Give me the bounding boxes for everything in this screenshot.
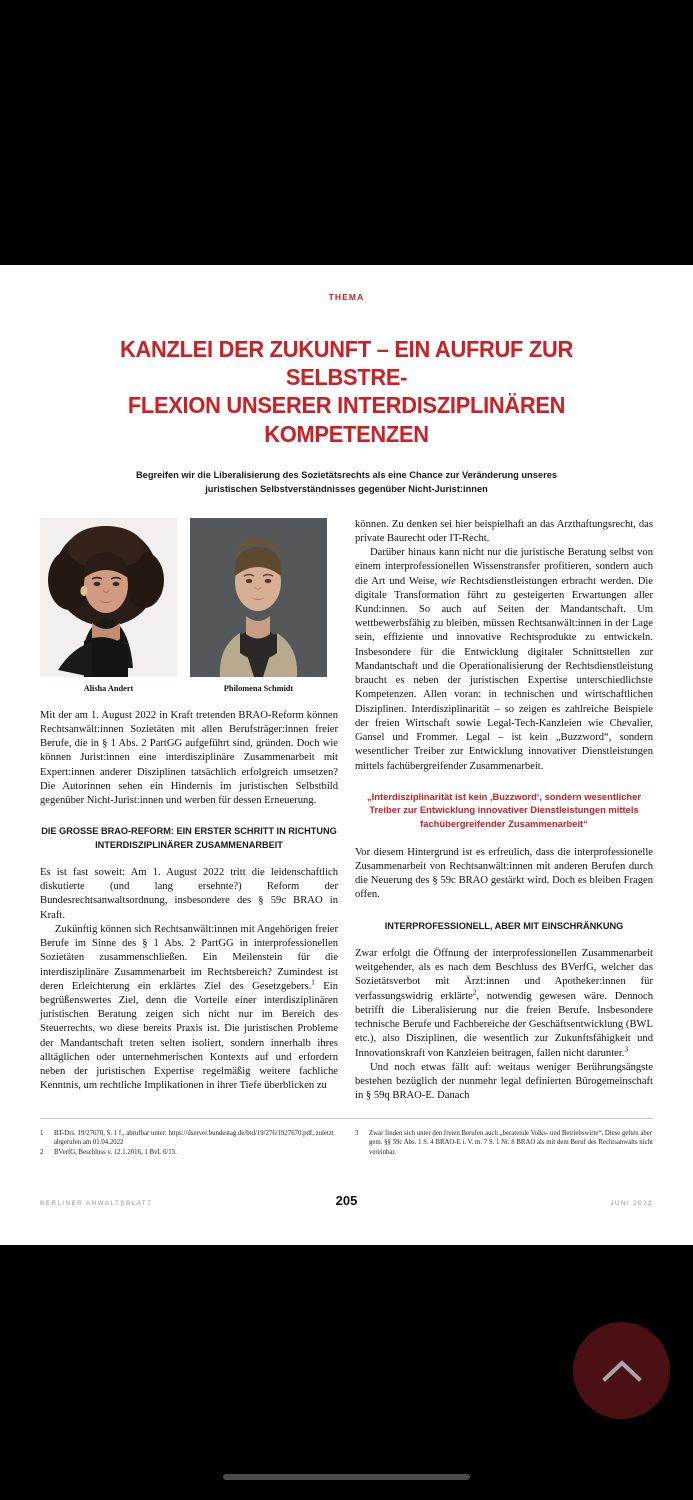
headline-line-2: FLEXION UNSERER INTERDISZIPLINÄREN KOMPETENZEN: [127, 392, 566, 447]
footnote-column-left: [40, 1129, 338, 1158]
footnote-column-right: [355, 1129, 653, 1158]
top-letterbox: [0, 0, 693, 265]
article-columns: [40, 518, 653, 1104]
author-photo-block-1: [40, 518, 177, 693]
page-title: [61, 335, 631, 448]
right-paragraph-5: Und noch etwas fällt auf: weitaus weniger Berührungsängste bestehen bezüglich der nunmehr legal definierten Bürogemeinschaft in § 59q BRAO-E. Danach: [355, 1061, 653, 1102]
photo-caption-2: Philomena Schmidt: [223, 683, 294, 693]
headline-line-1: KANZLEI DER ZUKUNFT – EIN AUFRUF ZUR SELBSTRE-: [120, 336, 573, 391]
footnote-item: [355, 1129, 653, 1158]
footnotes: [40, 1129, 653, 1158]
footnote-item: [40, 1148, 338, 1158]
portrait-philomena-schmidt: [190, 518, 327, 677]
portrait-alisha-andert: [40, 518, 177, 677]
document-page[interactable]: [0, 265, 693, 1245]
right-paragraph-2-emphasis: wie: [441, 575, 456, 587]
footnote-number: 1: [40, 1129, 44, 1137]
running-footer: [40, 1193, 653, 1208]
chevron-up-icon: [602, 1358, 642, 1384]
subheading-brao-reform: [40, 825, 338, 852]
footnote-text: BT-Drs. 19/27670, S. 1 f., abrufbar unter: https://dserver.bundestag.de/btd/19/276/1927670.pdf, zuletzt abgerufen am 01.04.2022: [54, 1129, 334, 1147]
right-paragraph-1: können. Zu denken sei hier beispielhaft an das Arzthaftungsrecht, das private Baurecht oder IT-Recht.: [355, 518, 653, 544]
pull-quote: [357, 790, 651, 831]
footnote-ref-3[interactable]: 3: [624, 1045, 629, 1054]
scroll-to-top-button[interactable]: [573, 1322, 670, 1419]
right-column: [355, 518, 653, 1104]
footer-publication: BERLINER ANWALTSBLATT: [40, 1200, 153, 1208]
standfirst: [40, 468, 653, 497]
standfirst-line-2: juristischen Selbstverständnisses gegenüber Nicht-Jurist:innen: [205, 484, 488, 495]
page-number: 205: [335, 1193, 358, 1209]
footnote-text: BVerfG, Beschluss v. 12.1.2016, 1 BvL 6/13.: [54, 1148, 177, 1156]
left-paragraph-2: [40, 923, 338, 1094]
right-paragraph-4-part-b: , notwendig gewesen wäre. Dennoch betrifft die Liberalisierung nur die freien Berufe. Insbesondere technische Berufe und Fachbereiche der Geschäftsentwicklung (BWL etc.), also Disziplinen, die wesentlich zur Zukunftsfähigkeit und Innovationskraft von Kanzleien beitragen, fallen nicht darunter.: [355, 990, 653, 1059]
footnote-item: [40, 1129, 338, 1148]
author-photos: [40, 518, 338, 693]
footnote-text: Zwar finden sich unter den freien Berufen auch „beratende Volks- und Betriebswirte“. Diese gelten aber gem. §§ 59c Abs. 1 S. 4 BRAO-E i. V. m. 7 S. 1 Nr. 8 BRAO als mit dem Beruf des Rechtsanwalts nicht vereinbar.: [369, 1129, 653, 1156]
footnote-ref-2[interactable]: 2: [472, 988, 477, 997]
footnote-ref-1[interactable]: 1: [311, 978, 315, 987]
subheading-line-2: INTERDISZIPLINÄRER ZUSAMMENARBEIT: [95, 839, 283, 850]
right-paragraph-2-part-b: Rechtsdienstleistungen erbracht werden. Die digitale Transformation führt zu gesteigerten Erwartungen aller Kund:innen. So auch auf Seiten der Mandantschaft. Um wettbewerbsfähig zu bleiben, müssen Rechtsanwält:innen in der Lage sein, effiziente und innovative Rechtsprodukte zu entwickeln. Insbesondere für die Entwicklung digitaler Schnittstellen zur Mandantschaft und die Operationalisierung der Rechtsdienstleistung braucht es neben der juristischen Expertise unterschiedlichste Kompetenzen. Allen voran: in technischen und wirtschaftlichen Disziplinen. Interdisziplinarität – so zeigen es zahlreiche Beispiele der freien Wirtschaft sowie Legal-Tech-Kanzleien wie Chevalier, Gansel und Frommer. Legal – ist kein „Buzzword“, sondern wesentlicher Treiber zur Entwicklung innovativer Dienstleistungen mittels fachübergreifender Zusammenarbeit.: [355, 575, 653, 772]
subheading-interprofessionell: INTERPROFESSIONELL, ABER MIT EINSCHRÄNKUNG: [384, 920, 624, 931]
right-paragraph-2: [355, 546, 653, 774]
footer-issue: JUNI 2022: [610, 1200, 653, 1208]
left-paragraph-2-part-b: Ein begrüßenswertes Ziel, denn die Vorteile einer interdisziplinären juristischen Beratung zeigen sich nicht nur im Bereich des Steuerrechts, wo diese bereits Praxis ist. Die juristischen Probleme der Mandantschaft treten selten isoliert, sondern innerhalb ihres alltäglichen oder unternehmerischen Kontexts auf und erfordern neben der juristischen Expertise regelmäßig weitere fachliche Kenntnis, um rechtliche Implikationen in ihrer Tiefe überblicken zu: [40, 980, 338, 1092]
section-kicker: THEMA: [328, 292, 365, 302]
left-paragraph-1: Es ist fast soweit: Am 1. August 2022 tritt die leidenschaftlich diskutierte (und lang ersehnte?) Reform der Bundesrechtsanwaltsordnung, insbesondere des § 59c BRAO in Kraft.: [40, 866, 338, 921]
pull-quote-line-1: „Interdisziplinarität ist kein ‚Buzzword‘, sondern wesentlicher: [366, 790, 641, 802]
pull-quote-line-3: fachübergreifender Zusammenarbeit“: [420, 818, 588, 830]
left-lead-paragraph: Mit der am 1. August 2022 in Kraft tretenden BRAO-Reform können Rechtsanwält:innen Sozietäten mit allen Berufsträger:innen freier Berufe, die in § 1 Abs. 2 PartGG aufgeführt sind, gründen. Doch wie können Jurist:innen eine interdisziplinäre Zusammenarbeit mit Expert:innen anderer Disziplinen tatsächlich erfolgreich umsetzen? Die Autorinnen sehen ein Hindernis im juristischen Selbstbild gegenüber Nicht-Jurist:innen und werben für dessen Erneuerung.: [40, 709, 338, 806]
left-column: [40, 518, 338, 1104]
author-photo-block-2: [190, 518, 327, 693]
footnote-divider: [40, 1118, 653, 1119]
subheading-line-1: DIE GROSSE BRAO-REFORM: EIN ERSTER SCHRITT IN RICHTUNG: [41, 826, 337, 837]
left-paragraph-2-part-a: Zukünftig können sich Rechtsanwält:innen mit Angehörigen freier Berufe im Sinne des § 1 Abs. 2 PartGG in interprofessionellen Sozietäten zusammenschließen. Ein Meilenstein für die interdisziplinäre Zusammenarbeit im Rechtsbereich? Zumindest ist deren Erleichterung ein erklärtes Ziel des Gesetzgebers.: [40, 923, 338, 992]
right-paragraph-2-part-a: Darüber hinaus kann nicht nur die juristische Beratung selbst von einem interprofessionellen Wissenstransfer profitieren, sondern auch die Art und Weise,: [355, 547, 653, 587]
photo-caption-1: Alisha Andert: [83, 683, 134, 693]
right-paragraph-4: [355, 947, 653, 1061]
home-indicator[interactable]: [223, 1474, 470, 1480]
footnote-number: 3: [355, 1129, 359, 1137]
pull-quote-line-2: Treiber zur Entwicklung innovativer Dienstleistungen mittels: [369, 804, 639, 816]
right-paragraph-4-part-a: Zwar erfolgt die Öffnung der interprofessionellen Zusammenarbeit weitgehender, als es nach dem Beschluss des BVerfG, welcher das Sozietätsverbot mit Ärzt:innen und Apotheker:innen für verfassungswidrig erklärte: [355, 947, 653, 1002]
standfirst-line-1: Begreifen wir die Liberalisierung des Sozietätsrechts als eine Chance zur Veränderung unseres: [135, 469, 558, 480]
footnote-number: 2: [40, 1148, 44, 1156]
right-paragraph-3: Vor diesem Hintergrund ist es erfreulich, dass die interprofessionelle Zusammenarbeit von Rechtsanwält:innen mit anderen Berufen durch die Neuerung des § 59c BRAO gestärkt wird. Doch es bleiben Fragen offen.: [355, 846, 653, 901]
